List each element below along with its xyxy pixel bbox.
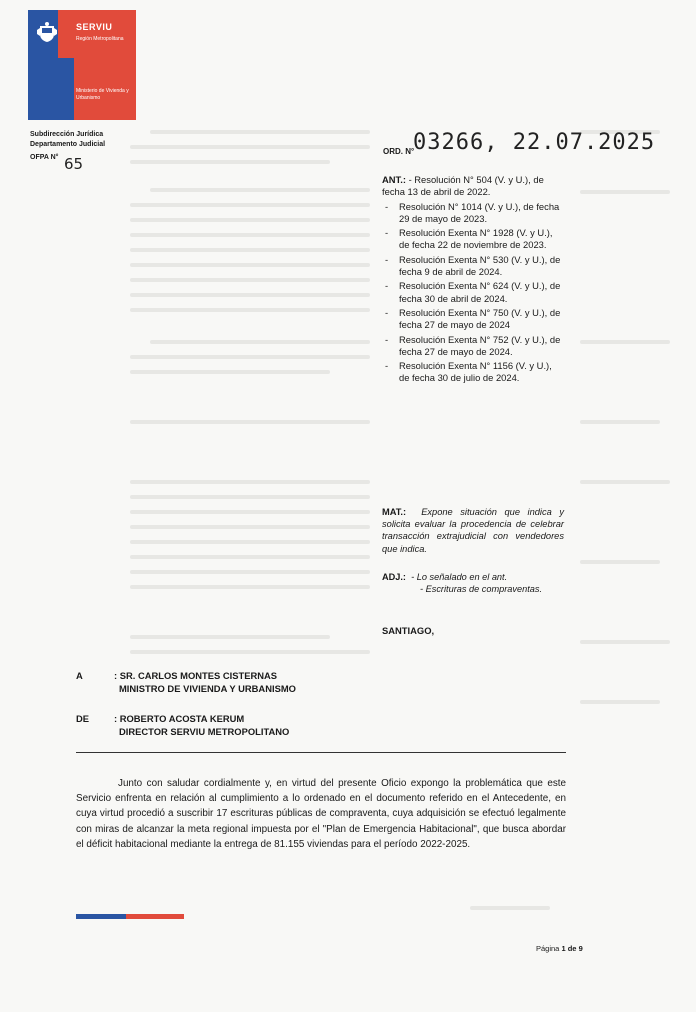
list-dash: - [385, 280, 389, 292]
ant-first-text: - Resolución N° 504 (V. y U.), de fecha 13 de abril de 2022. [382, 174, 544, 198]
sender-name: : ROBERTO ACOSTA KERUM [114, 713, 245, 724]
serviu-logo [28, 10, 136, 120]
list-dash: - [385, 333, 389, 345]
place-label: SANTIAGO, [382, 625, 435, 636]
antecedente-item [382, 334, 564, 359]
antecedente-text: Resolución Exenta N° 530 (V. y U.), de fecha 9 de abril de 2024. [399, 253, 561, 278]
ord-number-stamp: 03266, 22.07.2025 [413, 130, 656, 155]
antecedente-first [382, 174, 564, 199]
antecedente-item [382, 254, 564, 279]
adj-item-2: - Escrituras de compraventas. [420, 584, 543, 594]
antecedente-item [382, 201, 564, 226]
list-dash: - [385, 360, 389, 372]
recipient-title: MINISTRO DE VIVIENDA Y URBANISMO [119, 683, 296, 694]
antecedente-text: Resolución Exenta N° 752 (V. y U.), de fecha 27 de mayo de 2024. [399, 333, 561, 357]
issuing-unit [30, 130, 105, 150]
footer-bar-red [126, 914, 184, 919]
page-prefix: Página [536, 944, 560, 953]
antecedente-text: Resolución Exenta N° 750 (V. y U.), de fecha 27 de mayo de 2024 [399, 306, 561, 331]
antecedente-text: Resolución Exenta N° 1156 (V. y U.), de fecha 30 de julio de 2024. [399, 360, 552, 384]
antecedente-item [382, 307, 564, 332]
body-paragraph: Junto con saludar cordialmente y, en virtud del presente Oficio expongo la problemática que este Servicio enfrenta en relación al cumplimiento a lo ordenado en el documento referido en el Antecedente, en cuya virtud procedió a suscribir 17 escrituras públicas de compraventa, cuya adquisición se efectuó legalmente con miras de alcanzar la meta regional impuesta por el "Plan de Emergencia Habitacional", que busca abordar el déficit habitacional mediante la entrega de 81.155 viviendas para el período 2022-2025. [76, 778, 566, 850]
departamento-label: Departamento Judicial [30, 141, 106, 148]
page-number [536, 944, 583, 953]
ant-label: ANT.: [382, 174, 406, 185]
sender-title: DIRECTOR SERVIU METROPOLITANO [119, 726, 290, 737]
recipient-role: A [76, 670, 83, 681]
antecedente-item [382, 360, 564, 385]
footer-bar-blue [76, 914, 126, 919]
list-dash: - [385, 200, 389, 212]
adjuntos-block [382, 571, 582, 595]
antecedente-item [382, 227, 564, 252]
list-dash: - [385, 253, 389, 265]
antecedente-text: Resolución Exenta N° 1928 (V. y U.), de fecha 22 de noviembre de 2023. [399, 227, 553, 251]
sender-role: DE [76, 713, 90, 724]
page-current: 1 [561, 944, 566, 953]
antecedente-item [382, 280, 564, 305]
antecedentes-block [382, 174, 564, 385]
antecedente-text: Resolución Exenta N° 624 (V. y U.), de fecha 30 de abril de 2024. [399, 280, 561, 304]
subdireccion-label: Subdirección Jurídica [30, 131, 104, 138]
chile-coat-of-arms-icon [36, 20, 58, 44]
adj-label: ADJ.: [382, 572, 406, 582]
antecedente-text: Resolución N° 1014 (V. y U.), de fecha 29 de mayo de 2023. [399, 200, 560, 224]
logo-ministry: Ministerio de Vivienda y Urbanismo [76, 88, 129, 101]
logo-brand: SERVIU [76, 22, 113, 32]
antecedentes-list [382, 201, 564, 385]
materia-block [382, 506, 564, 555]
page-total: 9 [578, 944, 583, 953]
ord-label: ORD. N° [383, 147, 415, 156]
mat-label: MAT.: [382, 507, 407, 517]
ofpa-label: OFPA N° [30, 154, 59, 161]
ofpa-number: 65 [64, 155, 84, 173]
adj-item-1: - Lo señalado en el ant. [411, 572, 508, 582]
page-sep: de [567, 944, 577, 953]
divider-line [76, 752, 566, 753]
list-dash: - [385, 227, 389, 239]
recipient-name: : SR. CARLOS MONTES CISTERNAS [114, 670, 278, 681]
mat-text: Expone situación que indica y solicita evaluar la procedencia de celebrar transacción extrajudicial con vendedores que indica. [382, 507, 564, 554]
list-dash: - [385, 306, 389, 318]
logo-region: Región Metropolitana [76, 36, 124, 42]
